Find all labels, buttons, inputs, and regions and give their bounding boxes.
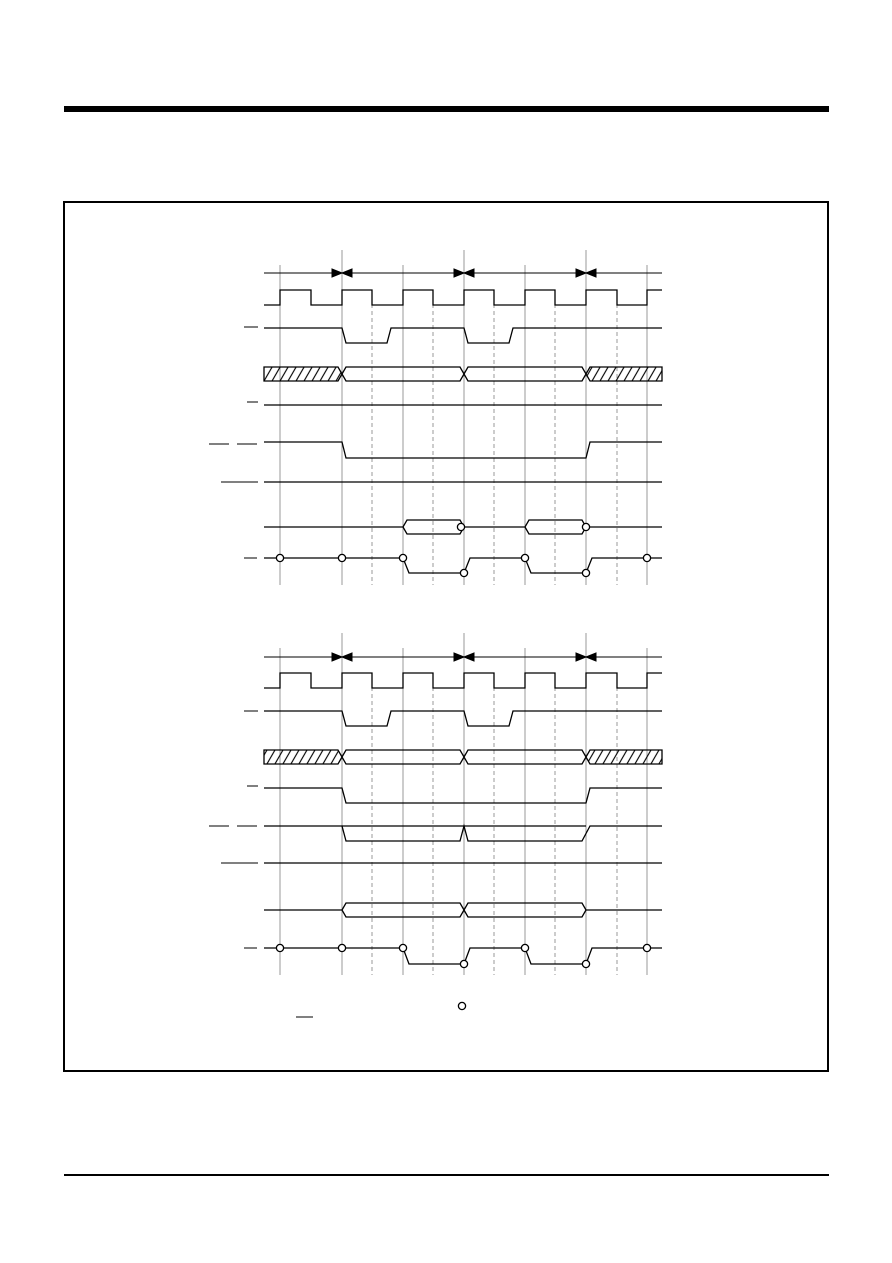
diagram-2 (209, 633, 662, 975)
diagram-2-clock (264, 673, 662, 688)
diagram-2-select (264, 826, 662, 841)
diagram-1-strobe (264, 328, 662, 343)
diagram-2-strobe (264, 711, 662, 726)
diagram-1-clock (264, 290, 662, 305)
diagram-2-data-bus (264, 903, 662, 917)
open-circle-marker-icon (458, 1002, 465, 1009)
diagram-2-cycle-arrows (264, 653, 662, 661)
diagram-1-address-bus (264, 367, 662, 381)
diagram-2-write-strobe (264, 788, 662, 803)
legend (296, 1002, 466, 1017)
diagram-2-address-bus (264, 750, 662, 764)
diagram-1 (209, 250, 662, 585)
diagram-1-select (264, 442, 662, 458)
diagram-1-cycle-arrows (264, 269, 662, 277)
